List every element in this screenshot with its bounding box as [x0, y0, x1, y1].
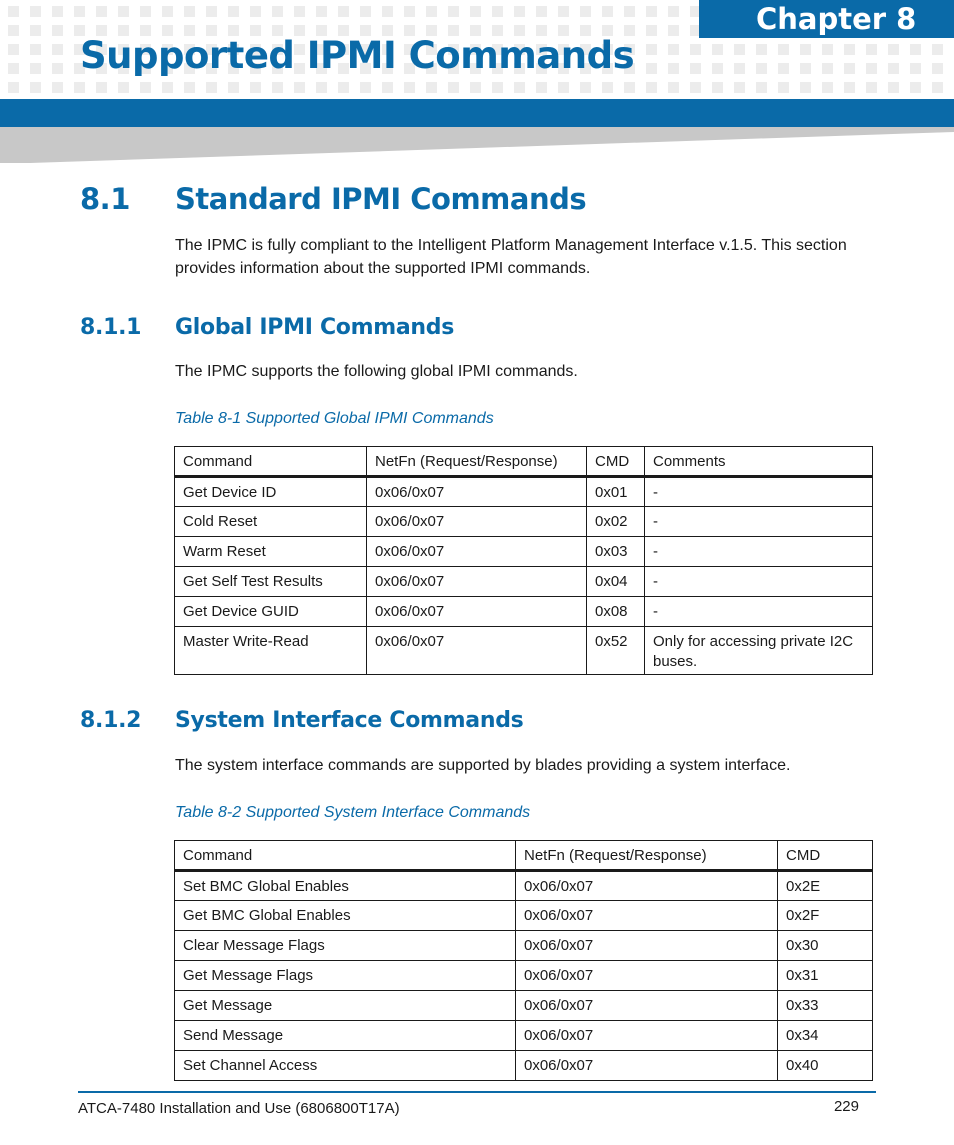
header-dot — [470, 82, 481, 93]
header-dot — [800, 82, 811, 93]
header-dot — [316, 82, 327, 93]
header-dot — [888, 82, 899, 93]
table-cell: - — [645, 567, 873, 597]
table-cell: 0x33 — [778, 991, 873, 1021]
table-cell: 0x06/0x07 — [516, 871, 778, 901]
column-header: CMD — [587, 447, 645, 477]
table-cell: 0x2E — [778, 871, 873, 901]
header-dot — [382, 6, 393, 17]
table-cell: Master Write-Read — [175, 627, 367, 675]
header-dot — [756, 44, 767, 55]
system-interface-commands-table — [174, 840, 873, 1081]
header-dot — [52, 6, 63, 17]
header-dot — [404, 82, 415, 93]
header-dot — [800, 63, 811, 74]
header-dot — [30, 25, 41, 36]
header-dot — [690, 44, 701, 55]
section-number: 8.1 — [80, 182, 130, 216]
footer-rule — [78, 1091, 876, 1093]
section-heading — [80, 182, 586, 216]
table-cell: 0x06/0x07 — [367, 567, 587, 597]
table-cell: - — [645, 507, 873, 537]
header-dot — [30, 6, 41, 17]
header-dot — [778, 63, 789, 74]
header-dot — [558, 82, 569, 93]
header-dot — [712, 44, 723, 55]
header-dot — [646, 63, 657, 74]
header-dot — [470, 6, 481, 17]
table-cell: 0x03 — [587, 537, 645, 567]
header-dot — [910, 44, 921, 55]
header-dot — [30, 82, 41, 93]
header-wedge — [0, 127, 954, 163]
table-cell: 0x06/0x07 — [367, 627, 587, 675]
header-dot — [228, 82, 239, 93]
header-dot — [910, 82, 921, 93]
column-header: Command — [175, 841, 516, 871]
header-dot — [690, 63, 701, 74]
header-dot — [800, 44, 811, 55]
header-dot — [96, 6, 107, 17]
column-header: NetFn (Request/Response) — [367, 447, 587, 477]
table-cell: Get Message — [175, 991, 516, 1021]
column-header: NetFn (Request/Response) — [516, 841, 778, 871]
header-dot — [602, 6, 613, 17]
subsection-heading-global — [80, 315, 454, 340]
global-commands-table — [174, 446, 873, 675]
table-cell: Set BMC Global Enables — [175, 871, 516, 901]
header-dot — [734, 82, 745, 93]
header-dot — [52, 44, 63, 55]
header-dot — [118, 6, 129, 17]
header-dot — [888, 63, 899, 74]
subsection-heading-system — [80, 708, 523, 733]
header-dot — [140, 6, 151, 17]
header-dot — [668, 25, 679, 36]
table-cell: 0x06/0x07 — [516, 1051, 778, 1081]
header-dot — [316, 6, 327, 17]
header-dot — [756, 82, 767, 93]
header-dot — [360, 82, 371, 93]
header-dot — [118, 82, 129, 93]
table-cell: 0x30 — [778, 931, 873, 961]
table-cell: Only for accessing private I2C buses. — [645, 627, 873, 675]
header-dot — [932, 44, 943, 55]
table-cell: - — [645, 477, 873, 507]
header-dot — [844, 82, 855, 93]
table-cell: Get Device ID — [175, 477, 367, 507]
table-row — [175, 871, 873, 901]
table-cell: 0x06/0x07 — [516, 961, 778, 991]
header-dot — [338, 6, 349, 17]
header-dot — [360, 6, 371, 17]
table-cell: 0x01 — [587, 477, 645, 507]
subsection-intro: The system interface commands are supported by blades providing a system interface. — [175, 757, 791, 774]
subsection-title: System Interface Commands — [175, 708, 524, 733]
header-dot — [668, 44, 679, 55]
header-dot — [228, 6, 239, 17]
header-dot — [778, 82, 789, 93]
subsection-title: Global IPMI Commands — [175, 315, 455, 340]
column-header: Command — [175, 447, 367, 477]
header-dot — [646, 6, 657, 17]
header-dot — [866, 82, 877, 93]
header-dot — [206, 6, 217, 17]
table-cell: 0x40 — [778, 1051, 873, 1081]
table-cell: 0x34 — [778, 1021, 873, 1051]
header-dot — [448, 82, 459, 93]
header-dot — [910, 63, 921, 74]
header-dot — [250, 82, 261, 93]
header-dot — [712, 63, 723, 74]
header-dot — [294, 6, 305, 17]
header-dot — [74, 6, 85, 17]
table-cell: Get Message Flags — [175, 961, 516, 991]
header-dot — [712, 82, 723, 93]
table-row — [175, 537, 873, 567]
table-cell: 0x04 — [587, 567, 645, 597]
header-dot — [250, 6, 261, 17]
header-dot — [8, 6, 19, 17]
table-row — [175, 1051, 873, 1081]
header-dot — [558, 6, 569, 17]
header-dot — [668, 82, 679, 93]
table-cell: Send Message — [175, 1021, 516, 1051]
footer-doc-title: ATCA-7480 Installation and Use (6806800T17A) — [78, 1100, 400, 1117]
header-dot — [888, 44, 899, 55]
table-cell: 0x08 — [587, 597, 645, 627]
header-dot — [96, 82, 107, 93]
header-dot — [272, 6, 283, 17]
header-dot — [580, 6, 591, 17]
header-dot — [162, 82, 173, 93]
header-dot — [206, 82, 217, 93]
table-cell: Set Channel Access — [175, 1051, 516, 1081]
table-row — [175, 991, 873, 1021]
header-dot — [30, 63, 41, 74]
table-cell: 0x06/0x07 — [367, 507, 587, 537]
header-dot — [338, 82, 349, 93]
table-cell: 0x06/0x07 — [516, 991, 778, 1021]
table-caption: Table 8-2 Supported System Interface Commands — [175, 804, 531, 821]
header-dot — [734, 44, 745, 55]
header-dot — [668, 63, 679, 74]
header-dot — [624, 82, 635, 93]
header-dot — [8, 63, 19, 74]
table-cell: 0x06/0x07 — [367, 537, 587, 567]
table-header-row — [175, 841, 873, 871]
header-dot — [8, 82, 19, 93]
header-dot — [646, 25, 657, 36]
table-row — [175, 507, 873, 537]
header-dot — [140, 82, 151, 93]
subsection-number: 8.1.2 — [80, 708, 142, 733]
header-dot — [822, 44, 833, 55]
table-cell: Get Self Test Results — [175, 567, 367, 597]
header-dot — [52, 25, 63, 36]
header-dot — [30, 44, 41, 55]
header-dot — [184, 82, 195, 93]
table-row — [175, 1021, 873, 1051]
table-cell: 0x06/0x07 — [516, 901, 778, 931]
table-cell: 0x06/0x07 — [516, 1021, 778, 1051]
header-dot — [822, 63, 833, 74]
header-dot — [272, 82, 283, 93]
column-header: Comments — [645, 447, 873, 477]
header-dot — [514, 6, 525, 17]
table-cell: Cold Reset — [175, 507, 367, 537]
header-dot — [52, 63, 63, 74]
table-row — [175, 931, 873, 961]
header-dot — [866, 44, 877, 55]
table-row — [175, 477, 873, 507]
header-dot — [426, 6, 437, 17]
chapter-tab: Chapter 8 — [699, 0, 954, 38]
header-dot — [668, 6, 679, 17]
table-cell: 0x06/0x07 — [516, 931, 778, 961]
table-row — [175, 627, 873, 675]
page-number: 229 — [833, 1098, 859, 1115]
table-cell: 0x52 — [587, 627, 645, 675]
header-dot — [932, 63, 943, 74]
column-header: CMD — [778, 841, 873, 871]
table-row — [175, 901, 873, 931]
header-dot — [602, 82, 613, 93]
table-cell: 0x06/0x07 — [367, 597, 587, 627]
header-dot — [778, 44, 789, 55]
header-dot — [646, 44, 657, 55]
header-dot — [580, 82, 591, 93]
header-dot — [536, 6, 547, 17]
header-dot — [74, 82, 85, 93]
header-dot — [822, 82, 833, 93]
header-dot — [8, 44, 19, 55]
header-dot — [294, 82, 305, 93]
subsection-intro: The IPMC supports the following global IPMI commands. — [175, 363, 578, 380]
header-dot — [52, 82, 63, 93]
header-dot — [844, 63, 855, 74]
header-dot — [184, 6, 195, 17]
header-dot — [382, 82, 393, 93]
table-cell: Clear Message Flags — [175, 931, 516, 961]
header-dot — [426, 82, 437, 93]
header-dot — [646, 82, 657, 93]
header-dot — [404, 6, 415, 17]
table-caption: Table 8-1 Supported Global IPMI Commands — [175, 410, 494, 427]
table-row — [175, 567, 873, 597]
table-row — [175, 961, 873, 991]
header-dot — [162, 6, 173, 17]
header-band — [0, 99, 954, 127]
table-header-row — [175, 447, 873, 477]
header-dot — [844, 44, 855, 55]
header-dot — [624, 6, 635, 17]
table-cell: 0x06/0x07 — [367, 477, 587, 507]
header-dot — [756, 63, 767, 74]
header-dot — [536, 82, 547, 93]
table-cell: Warm Reset — [175, 537, 367, 567]
header-dot — [8, 25, 19, 36]
header-dot — [514, 82, 525, 93]
table-cell: Get Device GUID — [175, 597, 367, 627]
header-dot — [690, 82, 701, 93]
table-cell: 0x2F — [778, 901, 873, 931]
table-cell: 0x31 — [778, 961, 873, 991]
header-dot — [866, 63, 877, 74]
header-dot — [734, 63, 745, 74]
table-row — [175, 597, 873, 627]
header-dot — [932, 82, 943, 93]
chapter-title: Supported IPMI Commands — [80, 34, 635, 77]
header-dot — [492, 82, 503, 93]
header-dot — [448, 6, 459, 17]
header-dot — [492, 6, 503, 17]
table-cell: Get BMC Global Enables — [175, 901, 516, 931]
section-title: Standard IPMI Commands — [175, 182, 587, 216]
table-cell: - — [645, 597, 873, 627]
table-cell: - — [645, 537, 873, 567]
table-cell: 0x02 — [587, 507, 645, 537]
section-intro: The IPMC is fully compliant to the Intelligent Platform Management Interface v.1.5. This section provides information about the supported IPMI commands. — [175, 237, 847, 277]
subsection-number: 8.1.1 — [80, 315, 142, 340]
